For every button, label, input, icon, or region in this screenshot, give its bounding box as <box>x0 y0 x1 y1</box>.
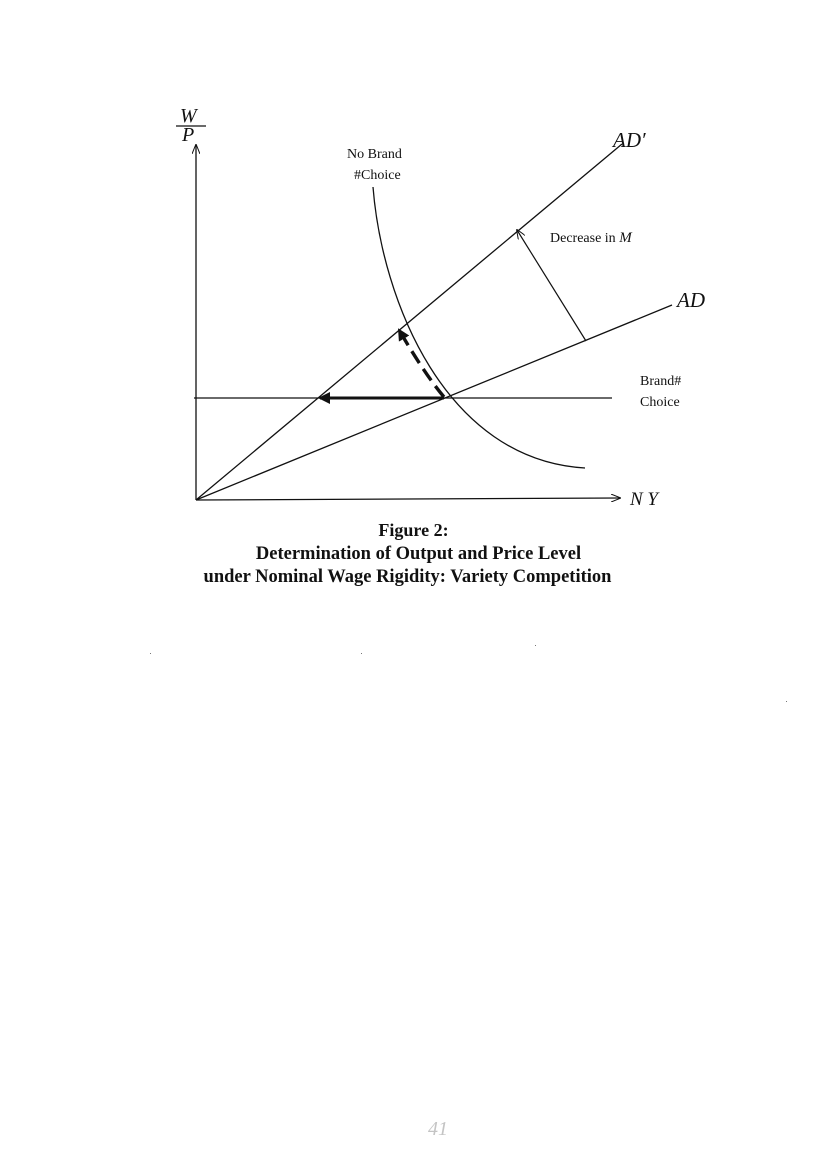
page-number: 41 <box>428 1118 448 1140</box>
x-axis-label: N Y <box>630 489 658 510</box>
no-brand-label-line2: #Choice <box>354 168 401 183</box>
decrease-in-m-label <box>550 230 633 246</box>
ad-prime-line <box>196 144 622 500</box>
x-axis <box>196 498 620 500</box>
brand-label-line2: Choice <box>640 395 680 410</box>
scan-speck <box>786 701 787 702</box>
figure-title-line1: Determination of Output and Price Level <box>255 544 582 564</box>
scan-speck <box>361 653 362 654</box>
scan-speck <box>150 653 151 654</box>
ad-prime-label: AD′ <box>613 128 646 152</box>
no-brand-label-line1: No Brand <box>347 147 402 162</box>
ad-line <box>196 305 672 500</box>
decrease-in-m-arrow <box>517 230 586 341</box>
ad-label: AD <box>677 288 705 312</box>
brand-label-line1: Brand# <box>640 374 682 389</box>
scan-speck <box>535 645 536 646</box>
no-brand-choice-curve <box>373 187 585 468</box>
y-axis-label-numerator: W <box>180 105 197 127</box>
figure-title-line2: under Nominal Wage Rigidity: Variety Competition <box>203 567 612 587</box>
decrease-in-m-variable: M <box>619 230 632 246</box>
decrease-in-m-text: Decrease in <box>550 231 620 246</box>
y-axis-label-denominator: P <box>182 124 195 146</box>
figure-number: Figure 2: <box>378 520 449 540</box>
dashed-shift-arrow <box>399 330 444 397</box>
